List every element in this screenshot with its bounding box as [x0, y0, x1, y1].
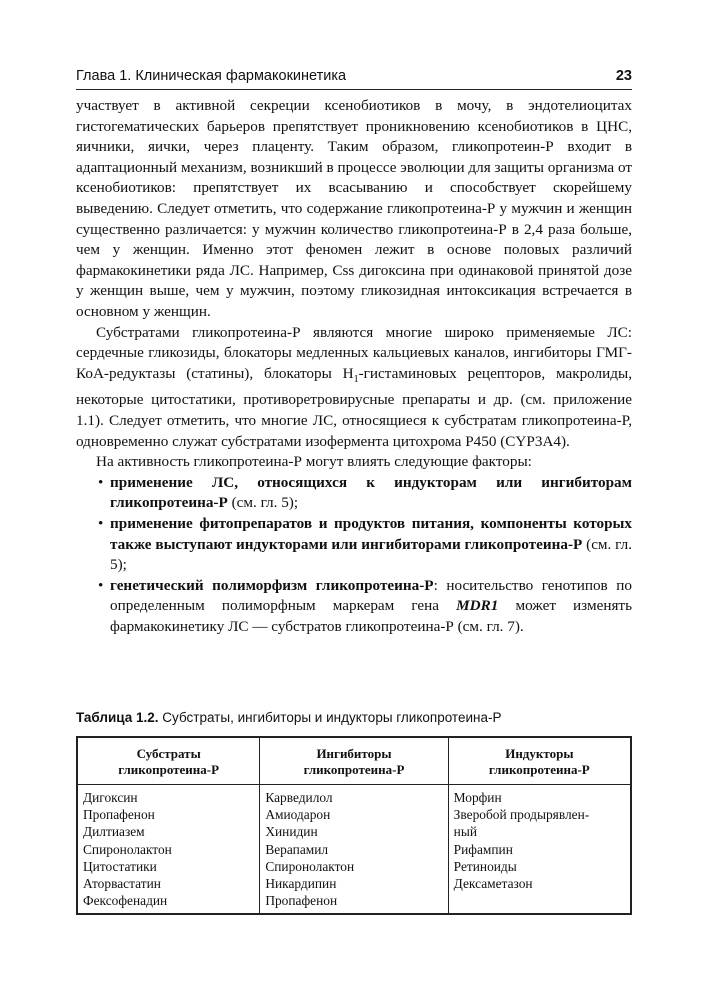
inducers-cell: Морфин Зверобой продырявлен- ный Рифампин Ретиноиды Дексаметазон [448, 785, 631, 915]
column-header-inducers: Индукторы гликопротеина-Р [448, 737, 631, 785]
list-item: • генетический полиморфизм гликопротеина-Р: носительство генотипов по определенным полиморфным маркерам гена MDR1 может изменять фармакокинетику ЛС — субстратов гликопротеина-Р (см. гл. 7). [98, 576, 632, 635]
bullet-icon: • [98, 576, 104, 594]
header-rule [76, 89, 632, 90]
glycoprotein-table [76, 736, 632, 915]
page [76, 66, 632, 909]
column-header-inhibitors: Ингибиторы гликопротеина-Р [260, 737, 448, 785]
list-item: • применение фитопрепаратов и продуктов питания, компоненты которых также выступают индукторами или ингибиторами гликопротеина-Р (см. гл. 5); [98, 514, 632, 574]
subscript: 1 [353, 373, 359, 385]
running-header [76, 66, 632, 90]
substrates-cell: Дигоксин Пропафенон Дилтиазем Спиронолактон Цитостатики Аторвастатин Фексофенадин [77, 785, 260, 915]
column-header-substrates: Субстраты гликопротеина-Р [77, 737, 260, 785]
bullet-icon: • [98, 514, 104, 532]
page-number: 23 [615, 68, 632, 84]
chapter-title: Глава 1. Клиническая фармакокинетика [76, 68, 347, 84]
paragraph-3: На активность гликопротеина-Р могут влиять следующие факторы: [96, 453, 532, 471]
table-caption: Таблица 1.2. Субстраты, ингибиторы и индукторы гликопротеина-Р [76, 710, 502, 725]
factor-list [76, 473, 632, 638]
bullet-icon: • [98, 473, 104, 491]
table-row [77, 785, 631, 915]
table-header-row [77, 737, 631, 785]
paragraph-1: участвует в активной секреции ксенобиотиков в мочу, в эндотелиоцитах гистогематических барьеров препятствует проникновению ксенобиотиков в ЦНС, яичники, яички, через плаценту. Таким образом, гликопротеин-Р входит в адаптационный механизм, возникший в процессе эволюции для защиты организма от ксенобиотиков: препятствует их всасыванию и способствует скорейшему выведению. Следует отметить, что содержание гликопротеина-Р у мужчин и женщин существенно различается: у мужчин количество гликопротеина-Р в 2,4 раза больше, чем у женщин. Именно этот феномен лежит в основе половых различий фармакокинетики ряда ЛС. Например, Css дигоксина при одинаковой принятой дозе у женщин выше, чем у мужчин, поэтому гликозидная интоксикация встречается в основном у женщин. [76, 97, 632, 320]
inhibitors-cell: Карведилол Амиодарон Хинидин Верапамил Спиронолактон Никардипин Пропафенон [260, 785, 448, 915]
paragraph-2: Субстратами гликопротеина-Р являются многие широко применяемые ЛС: сердечные гликозиды, блокаторы медленных кальциевых каналов, ингибиторы ГМГ-КоА-редуктазы (статины), блокаторы $H_1$-гистаминовых рецепторов, макролиды, некоторые цитостатики, противоретровирусные препараты и др. (см. приложение 1.1). Следует отметить, что многие ЛС, относящиеся к субстратам гликопротеина-Р, одновременно служат субстратами изофермента цитохрома P450 (CYP3A4). [76, 323, 632, 450]
gene-name: MDR1 [456, 597, 499, 615]
list-item: • применение ЛС, относящихся к индукторам или ингибиторам гликопротеина-Р (см. гл. 5); [98, 473, 632, 512]
body-text [76, 96, 632, 637]
